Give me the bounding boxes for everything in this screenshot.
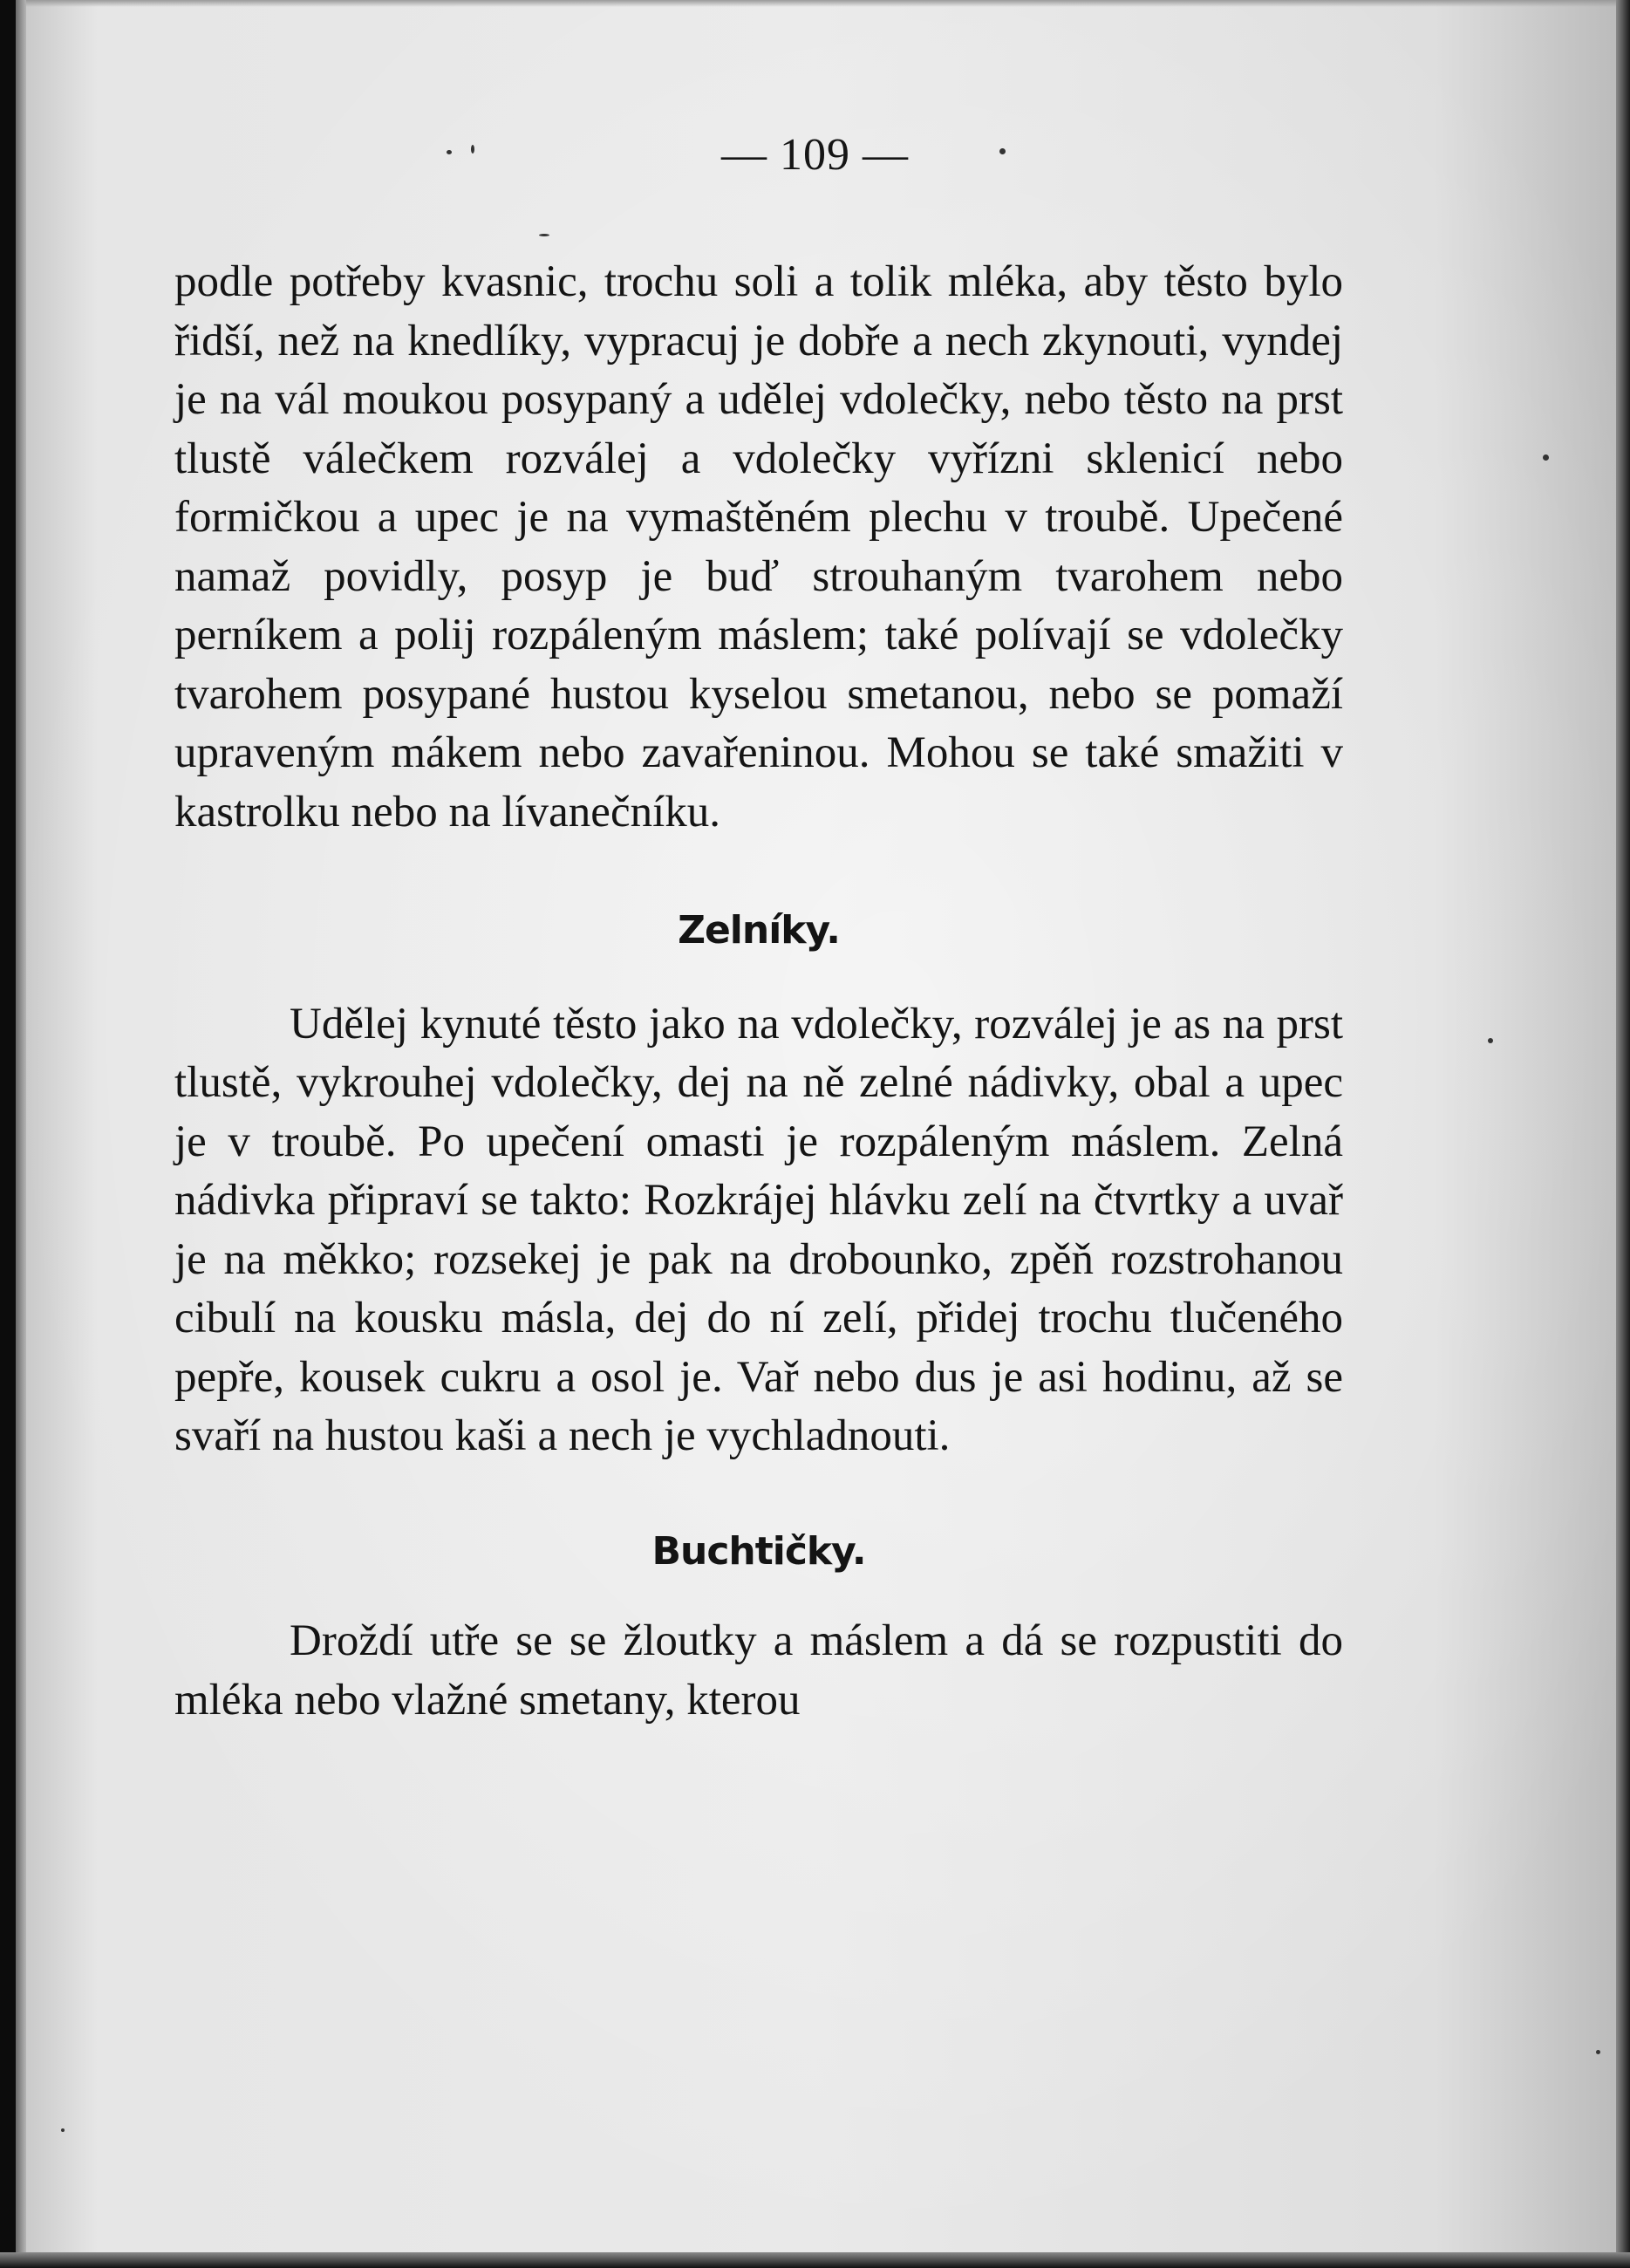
page-number: — 109 —	[721, 130, 909, 180]
binding-strip	[0, 0, 16, 2268]
scan-speck	[539, 234, 549, 236]
page-content	[174, 253, 1343, 1730]
scan-speck	[1488, 1038, 1493, 1043]
section-heading-buchticky: Buchtičky.	[651, 1528, 866, 1574]
intro-paragraph: podle potřeby kvasnic, trochu soli a tolik mléka, aby těsto bylo řidší, než na knedlíky, vypracuj je dobře a nech zkynouti, vyndej je na vál moukou posypaný a udělej vdolečky, nebo těsto na prst tlustě válečkem rozválej a vdolečky vyřízni sklenicí nebo formičkou a upec je na vymaštěném plechu v troubě. Upečené namaž povidly, posyp je buď strouhaným tvarohem nebo perníkem a polij rozpáleným máslem; také polívají se vdolečky tvarohem posypané hustou kyselou smetanou, nebo se pomaží upraveným mákem nebo zavařeninou. Mohou se také smažiti v kastrolku nebo na lívanečníku.	[174, 257, 1343, 837]
scan-speck	[61, 2128, 65, 2132]
page-right-edge	[1616, 0, 1630, 2268]
section-heading-zelniky: Zelníky.	[678, 908, 840, 953]
zelniky-paragraph: Udělej kynuté těsto jako na vdolečky, rozválej je as na prst tlustě, vykrouhej vdolečky, dej na ně zelné nádivky, obal a upec je v troubě. Po upečení omasti je rozpáleným máslem. Zelná nádivka připraví se takto: Rozkrájej hlávku zelí na čtvrtky a uvař je na měkko; rozsekej je pak na drobounko, zpěň rozstrohanou cibulí na kousku másla, dej do ní zelí, přidej trochu tlučeného pepře, kousek cukru a osol je. Vař nebo dus je asi hodinu, až se svaří na hustou kaši a nech je vychladnouti.	[174, 999, 1343, 1460]
buchticky-paragraph: Droždí utře se se žloutky a máslem a dá se rozpustiti do mléka nebo vlažné smetany, kterou	[174, 1616, 1343, 1725]
binding-shadow	[16, 0, 26, 2268]
scan-speck	[1543, 454, 1549, 461]
scan-speck	[1596, 2050, 1600, 2054]
page-bottom-edge	[0, 2252, 1630, 2268]
page-top-edge	[0, 0, 1630, 7]
